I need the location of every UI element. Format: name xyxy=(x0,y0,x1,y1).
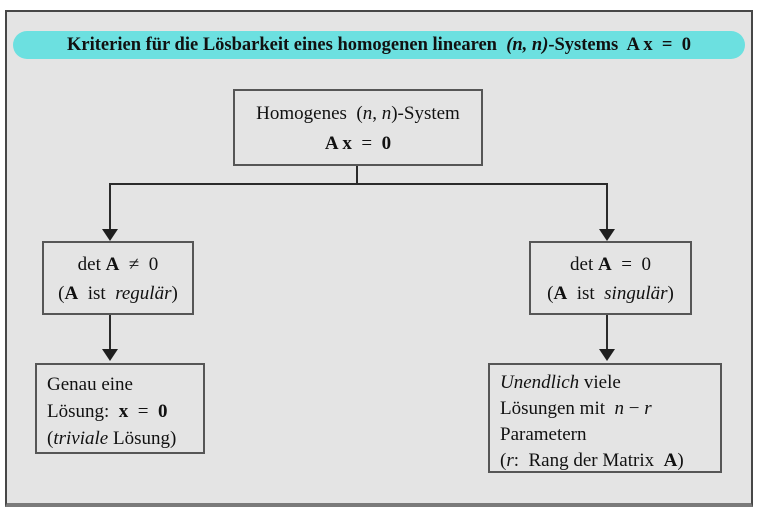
text-segment: ) xyxy=(171,283,178,304)
text-line xyxy=(235,129,481,159)
text-segment: − xyxy=(624,398,645,419)
connector-right-lower-vertical xyxy=(606,315,608,351)
text-line xyxy=(47,371,195,398)
title-banner xyxy=(13,31,745,59)
text-segment: ) xyxy=(677,450,684,471)
text-segment: r xyxy=(506,450,514,471)
text-line xyxy=(44,250,192,279)
text-line xyxy=(500,370,716,396)
text-line xyxy=(531,279,690,308)
text-line xyxy=(47,398,195,425)
text-line xyxy=(44,279,192,308)
text-segment: A xyxy=(105,254,120,275)
text-segment: Parametern xyxy=(500,424,587,445)
text-segment: ( xyxy=(58,283,65,304)
text-segment: n xyxy=(381,103,392,124)
text-segment: regulär xyxy=(115,283,172,304)
text-segment: Lösung: xyxy=(47,401,119,422)
title-segment: Kriterien für die Lösbarkeit eines homogenen linearen xyxy=(67,35,507,55)
text-line xyxy=(235,99,481,129)
text-segment: ist xyxy=(78,283,116,304)
text-segment: = xyxy=(128,401,158,422)
text-segment: singulär xyxy=(604,283,668,304)
text-segment: det xyxy=(77,254,106,275)
text-segment: ≠ 0 xyxy=(119,254,159,275)
text-segment: ( xyxy=(500,450,507,471)
arrow-down-icon xyxy=(599,229,615,241)
text-line xyxy=(531,250,690,279)
node-det-nonzero xyxy=(42,241,194,315)
text-line xyxy=(500,422,716,448)
text-segment: )-System xyxy=(391,103,460,124)
text-segment: Lösungen mit xyxy=(500,398,615,419)
text-segment: r xyxy=(644,398,652,419)
text-segment: Unendlich xyxy=(500,372,580,393)
text-segment: , xyxy=(372,103,382,124)
text-segment: det xyxy=(570,254,598,275)
node-homogeneous-system xyxy=(233,89,483,166)
connector-left-vertical xyxy=(109,183,111,230)
text-segment: = xyxy=(351,133,382,154)
text-segment: n xyxy=(362,103,373,124)
arrow-down-icon xyxy=(102,349,118,361)
connector-horizontal xyxy=(109,183,608,185)
text-segment: Genau eine xyxy=(47,374,133,395)
text-segment: ) xyxy=(667,283,674,304)
connector-stem xyxy=(356,166,358,184)
text-segment: 0 xyxy=(158,401,168,422)
text-segment: Lösung) xyxy=(108,428,177,449)
text-segment: A xyxy=(663,450,678,471)
text-segment: = 0 xyxy=(611,254,651,275)
text-segment: Homogenes ( xyxy=(256,103,363,124)
arrow-down-icon xyxy=(599,349,615,361)
text-segment: x xyxy=(118,401,129,422)
text-line xyxy=(500,396,716,422)
node-infinite-solutions xyxy=(488,363,722,473)
connector-right-vertical xyxy=(606,183,608,230)
node-det-zero xyxy=(529,241,692,315)
text-segment: A x xyxy=(324,133,352,154)
text-line xyxy=(47,425,195,452)
text-segment: A xyxy=(598,254,612,275)
arrow-down-icon xyxy=(102,229,118,241)
text-segment: ist xyxy=(567,283,605,304)
text-segment: triviale xyxy=(53,428,109,449)
text-segment: A xyxy=(64,283,79,304)
text-segment: ( xyxy=(47,428,54,449)
text-segment: ( xyxy=(547,283,554,304)
title-segment: (n, n) xyxy=(506,35,549,55)
text-segment: 0 xyxy=(381,133,392,154)
title-segment: -Systems A x = 0 xyxy=(548,35,691,55)
text-segment: n xyxy=(614,398,625,419)
node-unique-solution xyxy=(35,363,205,454)
connector-left-lower-vertical xyxy=(109,315,111,351)
text-segment: A xyxy=(553,283,568,304)
text-segment: : Rang der Matrix xyxy=(513,450,664,471)
text-line xyxy=(500,448,716,474)
text-segment: viele xyxy=(579,372,621,393)
